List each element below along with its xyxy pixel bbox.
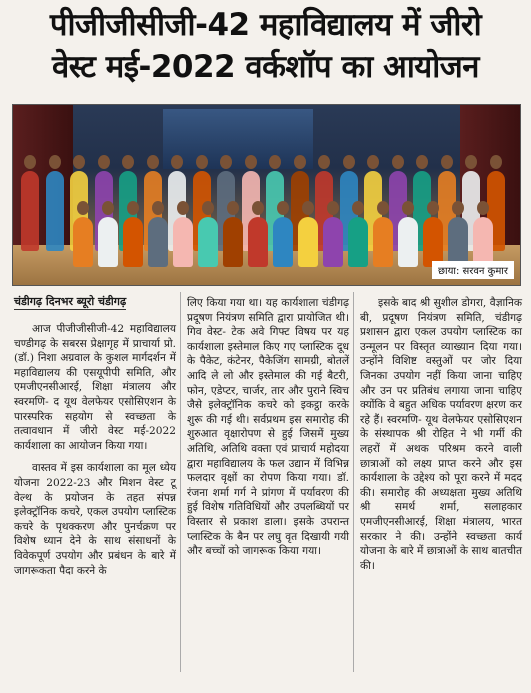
person-head xyxy=(352,201,364,215)
person xyxy=(148,217,168,267)
person-head xyxy=(392,155,404,169)
person-head xyxy=(452,201,464,215)
person xyxy=(173,217,193,267)
headline-line-1: पीजीजीसीजी-42 महाविद्यालय में जीरो xyxy=(49,7,482,43)
person-head xyxy=(196,155,208,169)
headline xyxy=(6,4,525,88)
person-head xyxy=(77,201,89,215)
photo-credit: छाया: सरवन कुमार xyxy=(432,261,514,279)
person-head xyxy=(269,155,281,169)
person-head xyxy=(490,155,502,169)
person-head xyxy=(220,155,232,169)
person-head xyxy=(252,201,264,215)
person-head xyxy=(177,201,189,215)
person-head xyxy=(367,155,379,169)
person-head xyxy=(277,201,289,215)
headline-line-2: वेस्ट मई-2022 वर्कशॉप का आयोजन xyxy=(52,49,479,85)
person-head xyxy=(465,155,477,169)
person-head xyxy=(127,201,139,215)
person xyxy=(248,217,268,267)
person xyxy=(298,217,318,267)
person-head xyxy=(122,155,134,169)
person-head xyxy=(73,155,85,169)
column-divider xyxy=(180,292,181,672)
person xyxy=(73,217,93,267)
person-head xyxy=(152,201,164,215)
person xyxy=(273,217,293,267)
person-head xyxy=(416,155,428,169)
person xyxy=(348,217,368,267)
person-head xyxy=(302,201,314,215)
person xyxy=(323,217,343,267)
person-head xyxy=(227,201,239,215)
person xyxy=(448,217,468,267)
person-head xyxy=(98,155,110,169)
article-column-3 xyxy=(360,296,522,581)
person-head xyxy=(327,201,339,215)
person-head xyxy=(294,155,306,169)
person-head xyxy=(402,201,414,215)
person-head xyxy=(24,155,36,169)
person xyxy=(123,217,143,267)
person-head xyxy=(318,155,330,169)
column-divider xyxy=(353,292,354,672)
person-head xyxy=(147,155,159,169)
person-head xyxy=(102,201,114,215)
person-head xyxy=(343,155,355,169)
person xyxy=(21,171,39,251)
person-head xyxy=(202,201,214,215)
person xyxy=(423,217,443,267)
article-column-1 xyxy=(14,322,176,586)
person xyxy=(98,217,118,267)
group-photo xyxy=(12,104,521,286)
person-head xyxy=(477,201,489,215)
person xyxy=(373,217,393,267)
person xyxy=(473,217,493,267)
person-head xyxy=(427,201,439,215)
byline: चंडीगढ़ दिनभर ब्यूरो चंडीगढ़ xyxy=(14,295,127,308)
paragraph: लिए किया गया था। यह कार्यशाला चंडीगढ़ प्रदूषण नियंत्रण समिति द्वारा प्रायोजित थी। गिव वेस्ट- टेक अवे गिफ्ट विषय पर यह कार्यशाला इस्तेमाल किए गए प्लास्टिक दूध के पैकेट, कंटेनर, पैकेजिंग सामग्री, बोतलें आदि ले लो और इस्तेमाल की गई बैटरी, फोन, एडेप्टर, चार्जर, तार और पुराने स्विच जैसे इलेक्ट्रॉनिक कचरे को इकट्ठा करके शुरू की गई थी। सर्वप्रथम इस समारोह की शुरुआत वृक्षारोपण से हुई जिसमें मुख्य अतिथि, अतिथि वक्ता एवं प्राचार्य महोदया द्वारा महाविद्यालय के फल उद्यान में विभिन्न फलदार वृक्षों का रोपण किया गया। डॉ. रंजना शर्मा गर्ग ने प्रांगण में पर्यावरण की हुई विशेष गतिविधियों और उपलब्धियों पर विस्तार से प्रकाश डाला। इसके उपरान्त प्लास्टिक के बैन पर लघु वृत दिखायी गयी और बच्चों को जागरूक किया गया। xyxy=(187,297,349,558)
person xyxy=(223,217,243,267)
person xyxy=(46,171,64,251)
person-head xyxy=(49,155,61,169)
person-head xyxy=(171,155,183,169)
person-head xyxy=(245,155,257,169)
paragraph: आज पीजीजीसीजी-42 महाविद्यालय चण्डीगढ़ के सबरस प्रेक्षागृह में प्राचार्या प्रो.(डॉ.) निशा अग्रवाल के कुशल मार्गदर्शन में महाविद्यालय की एसयूपीपी समिति, और एमजीएनसीआरई, शिक्षा मंत्रालय और स्वरमणि- द यूथ वेलफेयर एसोसिएशन के पारस्परिक सहयोग से स्वच्छता के तत्वावधान में जीरो वेस्ट मई-2022 कार्यशाला का आयोजन किया गया। xyxy=(14,323,176,452)
article-column-2 xyxy=(187,296,349,567)
paragraph: वास्तव में इस कार्यशाला का मूल ध्येय योजना 2022-23 और मिशन वेस्ट टू वेल्थ के प्रयोजन के तहत संपन्न इलेक्ट्रॉनिक कचरे, एकल उपयोग प्लास्टिक कचरे के पृथक्करण और पुनर्चक्रण पर विशेष ध्यान देने के साथ संसाधनों के विवेकपूर्ण उपयोग और प्रबंधन के बारे में जागरूकता पैदा करने के xyxy=(14,462,176,577)
person xyxy=(198,217,218,267)
projection-screen xyxy=(163,109,313,169)
person xyxy=(398,217,418,267)
person-head xyxy=(441,155,453,169)
person-head xyxy=(377,201,389,215)
paragraph: इसके बाद श्री सुशील डोगरा, वैज्ञानिक बी, प्रदूषण नियंत्रण समिति, चंडीगढ़ प्रशासन द्वारा एकल उपयोग प्लास्टिक का उन्मूलन पर विस्तृत व्याख्यान दिया गया। उन्होंने विशिष्ट वस्तुओं पर जोर दिया जिनका उपयोग नहीं किया जाना चाहिए और उन पर प्रतिबंध लगाया जाना चाहिए क्योंकि वे बहुत अधिक पर्यावरण क्षरण कर रहे हैं। स्वरमणि- यूथ वेलफेयर एसोसिएशन के संस्थापक श्री रोहित ने भी गर्मी की लहरों में अथक परिश्रम करने वाली छात्राओं को लक्ष्य प्राप्त करने और इस कार्यशाला के उद्देश्य को पूरा करने में मदद की। समारोह की अध्यक्षता मुख्य अतिथि श्री समर्थ शर्मा, सलाहकार एमजीएनसीआरई, शिक्षा मंत्रालय, भारत सरकार ने की। उन्होंने स्वच्छता कार्य योजना के बारे में छात्राओं के साथ बातचीत की। xyxy=(360,297,522,572)
